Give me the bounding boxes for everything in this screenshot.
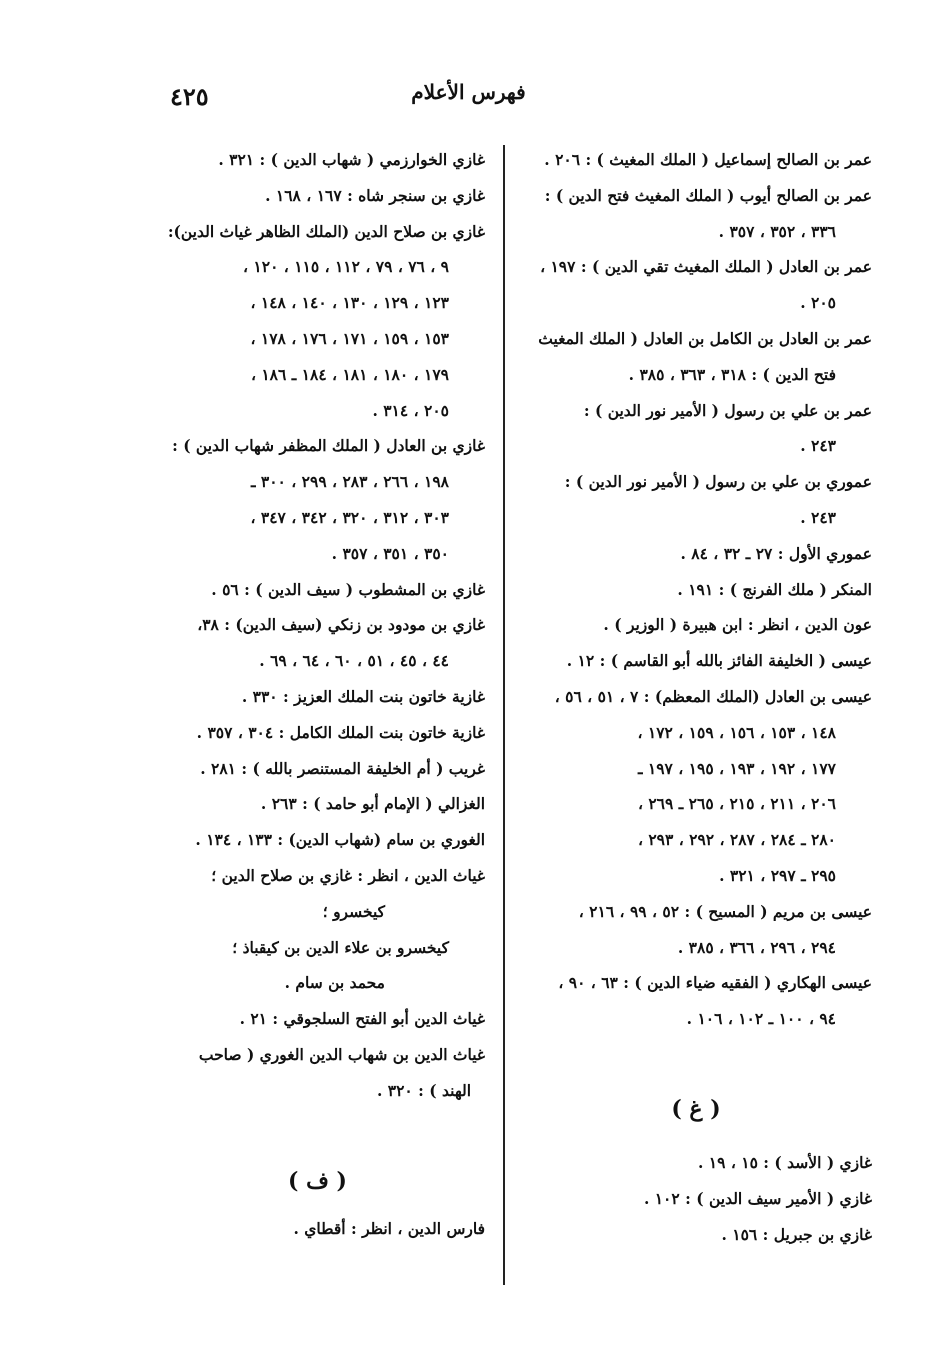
index-entry: عمر بن الصالح إسماعيل ( الملك المغيث ) : ٢٠٦ . (544, 150, 872, 169)
index-entry: عمر بن العادل بن الكامل بن العادل ( الملك المغيث (538, 328, 872, 348)
index-entry-continuation: ٢٩٤ ، ٢٩٦ ، ٣٦٦ ، ٣٨٥ . (677, 937, 836, 957)
index-entry-continuation: الهند ) : ٣٢٠ . (376, 1080, 471, 1100)
index-entry-continuation: ٣٠٣ ، ٣١٢ ، ٣٢٠ ، ٣٤٢ ، ٣٤٧ ، (250, 507, 449, 527)
index-entry: الغزالي ( الإمام أبو حامد ) : ٢٦٣ . (260, 794, 485, 814)
index-entry: غازي بن المشطوب ( سيف الدين ) : ٥٦ . (211, 579, 485, 599)
index-entry: غياث الدين ، انظر : غازي بن صلاح الدين ؛ (211, 865, 485, 885)
index-entry: غازية خاتون بنت الملك الكامل : ٣٠٤ ، ٣٥٧ . (196, 722, 485, 742)
index-entry: غريب ( أم الخليفة المستنصر بالله ) : ٢٨١ . (200, 758, 485, 778)
index-entry: غياث الدين أبو الفتح السلجوقي : ٢١ . (239, 1009, 485, 1029)
index-entry: عمر بن الصالح أيوب ( الملك المغيث فتح الدين ) : (544, 185, 872, 205)
index-entry-continuation: ٢٠٥ . (800, 293, 836, 313)
index-entry-continuation: ٣٣٦ ، ٣٥٢ ، ٣٥٧ . (718, 221, 836, 241)
index-entry-continuation: ١٩٨ ، ٢٦٦ ، ٢٨٣ ، ٢٩٩ ، ٣٠٠ ـ (250, 472, 449, 492)
index-entry: عيسى بن العادل (الملك المعظم) : ٧ ، ٥١ ، ٥٦ ، (554, 686, 872, 706)
index-entry-continuation: ١٧٧ ، ١٩٢ ، ١٩٣ ، ١٩٥ ، ١٩٧ ـ (637, 758, 836, 778)
index-entry: غازي بن جبريل : ١٥٦ . (721, 1224, 872, 1244)
index-entry: غازي بن مودود بن زنكي (سيف الدين) : ٣٨، (197, 615, 485, 635)
index-entry: عيسى ( الخليفة الفائز بالله أبو القاسم ) : ١٢ . (566, 651, 872, 671)
index-entry: عموري الأول : ٢٧ ـ ٣٢ ، ٨٤ . (680, 543, 872, 563)
index-column-left (150, 142, 485, 1246)
index-entry-continuation: ٣٥٠ ، ٣٥١ ، ٣٥٧ . (331, 543, 449, 563)
index-entry-continuation: ٢٤٣ . (800, 507, 836, 527)
index-entry: غازي بن صلاح الدين (الملك الظاهر غياث الدين): (167, 221, 485, 241)
index-entry: الغوري بن سام (شهاب الدين) : ١٣٣ ، ١٣٤ . (195, 830, 485, 850)
section-spacer (520, 1037, 872, 1089)
section-spacer (150, 1201, 485, 1211)
index-entry-continuation: ١٥٣ ، ١٥٩ ، ١٧١ ، ١٧٦ ، ١٧٨ ، (250, 328, 449, 348)
index-entry: عون الدين ، انظر : ابن هبيرة ( الوزير ) . (603, 615, 872, 635)
index-entry-continuation: ٤٤ ، ٤٥ ، ٥١ ، ٦٠ ، ٦٤ ، ٦٩ . (259, 651, 449, 671)
page-header-title: فهرس الأعلام (411, 80, 526, 104)
index-entry: غازي ( الأمير سيف الدين ) : ١٠٢ . (643, 1188, 872, 1208)
index-entry: غازية خاتون بنت الملك العزيز : ٣٣٠ . (241, 686, 485, 706)
section-heading-ghain: ( غ ) (671, 1095, 721, 1122)
section-heading-fa: ( ف ) (288, 1167, 347, 1194)
index-cross-reference: محمد بن سام . (284, 973, 385, 993)
index-entry-continuation: ٢٠٦ ، ٢١١ ، ٢١٥ ، ٢٦٥ ـ ٢٦٩ ، (637, 794, 836, 814)
index-entry-continuation: ٢٨٠ ـ ٢٨٤ ، ٢٨٧ ، ٢٩٢ ، ٢٩٣ ، (637, 830, 836, 850)
index-entry: عموري بن علي بن رسول ( الأمير نور الدين ) : (564, 472, 872, 492)
index-cross-reference: كيخسرو ؛ (322, 901, 385, 921)
index-entry-continuation: فتح الدين ) : ٣١٨ ، ٣٦٣ ، ٣٨٥ . (628, 364, 836, 384)
index-entry: عيسى بن مريم ( المسيح ) : ٥٢ ، ٩٩ ، ٢١٦ ، (578, 901, 872, 921)
index-entry-continuation: ١٧٩ ، ١٨٠ ، ١٨١ ، ١٨٤ ـ ١٨٦ ، (250, 364, 449, 384)
index-entry-continuation: ٢٩٥ ـ ٢٩٧ ، ٣٢١ . (719, 865, 836, 885)
index-entry-continuation: ٩٤ ، ١٠٠ ـ ١٠٢ ، ١٠٦ . (686, 1009, 836, 1029)
index-entry: المنكر ( ملك الفرنج ) : ١٩١ . (677, 579, 872, 599)
index-entry-continuation: ١٤٨ ، ١٥٣ ، ١٥٦ ، ١٥٩ ، ١٧٢ ، (637, 722, 836, 742)
index-entry: عمر بن العادل ( الملك المغيث تقي الدين ) : ١٩٧ ، (540, 257, 872, 277)
index-entry: فارس الدين ، انظر : أقطاي . (293, 1218, 485, 1238)
index-entry-continuation: ٩ ، ٧٦ ، ٧٩ ، ١١٢ ، ١١٥ ، ١٢٠ ، (243, 257, 449, 277)
index-entry: غياث الدين بن شهاب الدين الغوري ( صاحب (198, 1044, 485, 1064)
index-entry-continuation: ٢٤٣ . (800, 436, 836, 456)
index-entry: عمر بن علي بن رسول ( الأمير نور الدين ) : (583, 400, 872, 420)
index-entry: غازي بن سنجر شاه : ١٦٧ ، ١٦٨ . (265, 185, 485, 205)
page-number: ٤٢٥ (170, 82, 209, 111)
section-spacer (520, 1129, 872, 1145)
index-cross-reference: كيخسرو بن علاء الدين بن كيقباذ ؛ (232, 937, 449, 957)
index-entry: غازي ( الأسد ) : ١٥ ، ١٩ . (698, 1152, 872, 1172)
section-spacer (150, 1109, 485, 1161)
index-entry: غازي الخوارزمي ( شهاب الدين ) : ٣٢١ . (218, 150, 485, 169)
column-divider (503, 145, 505, 1285)
index-column-right (520, 142, 872, 1252)
index-entry-continuation: ٢٠٥ ، ٣١٤ . (372, 400, 449, 420)
index-entry: غازي بن العادل ( الملك المظفر شهاب الدين ) : (172, 436, 485, 456)
index-entry-continuation: ١٢٣ ، ١٢٩ ، ١٣٠ ، ١٤٠ ، ١٤٨ ، (250, 293, 449, 313)
index-entry: عيسى الهكاري ( الفقيه ضياء الدين ) : ٦٣ ، ٩٠ ، (558, 973, 872, 993)
